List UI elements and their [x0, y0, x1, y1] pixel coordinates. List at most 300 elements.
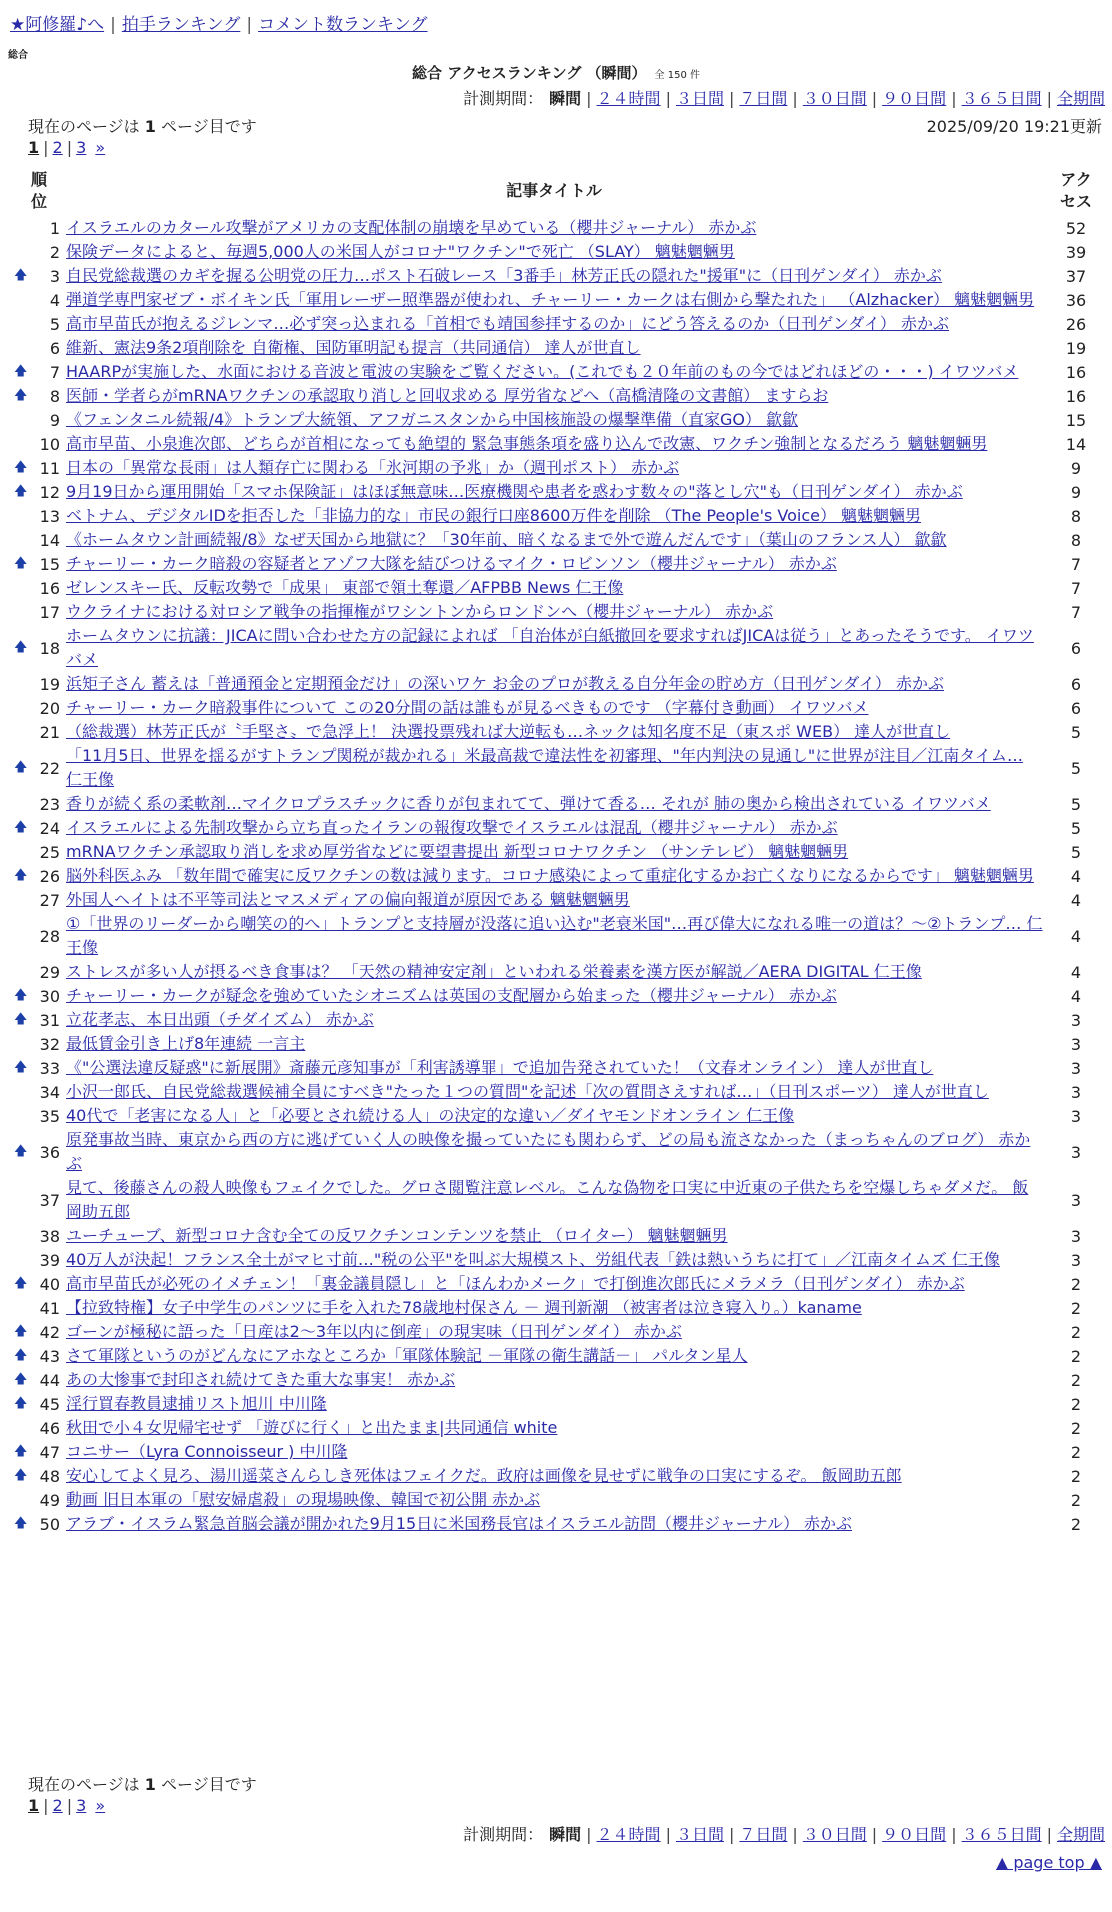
table-row	[14, 600, 1108, 624]
rank-cell: 30	[39, 986, 60, 1006]
article-link[interactable]: ゴーンが極秘に語った「日産は2～3年以内に倒産」の現実味（日刊ゲンダイ） 赤かぶ	[66, 1322, 682, 1341]
article-link[interactable]: ウクライナにおける対ロシア戦争の指揮権がワシントンからロンドンへ（櫻井ジャーナル） 赤かぶ	[66, 602, 774, 621]
rank-cell: 35	[39, 1106, 60, 1126]
up-arrow-icon: 🡅	[14, 1012, 28, 1027]
access-count-cell: 7	[1070, 554, 1082, 574]
title-cell	[64, 888, 1044, 912]
ranking-table	[14, 166, 1108, 1536]
table-row	[14, 792, 1108, 816]
rank-change-cell	[14, 1368, 36, 1392]
rank-cell: 11	[39, 458, 60, 478]
access-count-cell: 4	[1070, 926, 1082, 946]
title-cell	[64, 1416, 1044, 1440]
rank-change-cell	[14, 216, 36, 240]
rank-change-cell	[14, 1080, 36, 1104]
table-row	[14, 480, 1108, 504]
period-option-link[interactable]: ３６５日間	[961, 1825, 1042, 1844]
rank-change-cell	[14, 384, 36, 408]
article-link[interactable]: チャーリー・カークが疑念を強めていたシオニズムは英国の支配層から始まった（櫻井ジャーナル） 赤かぶ	[66, 986, 837, 1005]
table-row	[14, 504, 1108, 528]
table-row	[14, 840, 1108, 864]
article-link[interactable]: ①「世界のリーダーから嘲笑の的へ」トランプと支持層が没落に追い込む"老衰米国"…再び偉大になれる唯一の道は？～②トランプ… 仁王像	[66, 914, 1043, 957]
rank-cell: 43	[39, 1346, 60, 1366]
article-link[interactable]: 高市早苗、小泉進次郎、どちらが首相になっても絶望的 緊急事態条項を盛り込んで改憲、ワクチン強制となるだろう 魑魅魍魎男	[66, 434, 988, 453]
access-count-cell: 4	[1070, 962, 1082, 982]
access-count-cell: 2	[1070, 1466, 1082, 1486]
period-label: 計測期間：	[463, 89, 544, 108]
up-arrow-icon: 🡅	[14, 820, 28, 835]
article-link[interactable]: 脳外科医ふみ 「数年間で確実に反ワクチンの数は減ります。コロナ感染によって重症化するかお亡くなりになるからです」 魑魅魍魎男	[66, 866, 1034, 885]
article-link[interactable]: 弾道学専門家ゼブ・ボイキン氏「軍用レーザー照準器が使われ、チャーリー・カークは右側から撃たれた」 （Alzhacker） 魑魅魍魎男	[66, 290, 1035, 309]
rank-change-cell	[14, 408, 36, 432]
access-column-header	[1044, 166, 1108, 216]
period-separator: |	[728, 89, 735, 108]
pager-page-link[interactable]: 2	[52, 138, 63, 157]
rank-cell: 8	[49, 386, 60, 406]
article-link[interactable]: 見て、後藤さんの殺人映像もフェイクでした。グロさ閲覧注意レベル。こんな偽物を口実に中近東の子供たちを空爆しちゃダメだ。 飯岡助五郎	[66, 1178, 1029, 1221]
rank-change-cell	[14, 1104, 36, 1128]
article-link[interactable]: 原発事故当時、東京から西の方に逃げていく人の映像を撮っていたにも関わらず、どの局も流さなかった（まっちゃんのブログ） 赤かぶ	[66, 1130, 1031, 1173]
pager-page-link[interactable]: 2	[52, 1796, 63, 1815]
period-option-link[interactable]: ３日間	[675, 89, 724, 108]
article-link[interactable]: ホームタウンに抗議：JICAに問い合わせた方の記録によれば 「自治体が白紙撤回を要求すればJICAは従う」とあったそうです。 イワツバメ	[66, 626, 1034, 669]
article-link[interactable]: 高市早苗氏が必死のイメチェン！「裏金議員隠し」と「ほんわかメーク」で打倒進次郎氏にメラメラ（日刊ゲンダイ） 赤かぶ	[66, 1274, 965, 1293]
rank-cell: 14	[39, 530, 60, 550]
article-link[interactable]: 【拉致特権】女子中学生のパンツに手を入れた78歳地村保さん － 週刊新潮 （被害者は泣き寝入り。）kaname	[66, 1298, 862, 1317]
article-link[interactable]: チャーリー・カーク暗殺の容疑者とアゾフ大隊を結びつけるマイク・ロビンソン（櫻井ジャーナル） 赤かぶ	[66, 554, 837, 573]
pagination-top	[28, 138, 105, 157]
title-cell	[64, 1488, 1044, 1512]
up-arrow-icon: 🡅	[14, 640, 28, 655]
up-arrow-icon: 🡅	[14, 388, 28, 403]
rank-change-cell	[14, 1416, 36, 1440]
title-cell	[64, 696, 1044, 720]
period-option-link[interactable]: ３０日間	[802, 1825, 867, 1844]
table-row	[14, 1032, 1108, 1056]
rank-cell: 19	[39, 674, 60, 694]
title-cell	[64, 960, 1044, 984]
rank-change-cell	[14, 816, 36, 840]
title-cell	[64, 1296, 1044, 1320]
title-cell	[64, 792, 1044, 816]
article-link[interactable]: 小沢一郎氏、自民党総裁選候補全員にすべき"たった１つの質問"を記述「次の質問さえすれば…」（日刊スポーツ） 達人が世直し	[66, 1082, 989, 1101]
access-count-cell: 2	[1070, 1322, 1082, 1342]
table-row	[14, 1416, 1108, 1440]
article-link[interactable]: 秋田で小４女児帰宅せず 「遊びに行く」と出たまま|共同通信 white	[66, 1418, 558, 1437]
access-count-cell: 3	[1070, 1058, 1082, 1078]
section-tag: 総合	[8, 50, 28, 61]
rank-change-cell	[14, 696, 36, 720]
rank-cell: 7	[49, 362, 60, 382]
table-row	[14, 264, 1108, 288]
period-option-link[interactable]: ２４時間	[596, 89, 661, 108]
access-count-cell: 5	[1070, 818, 1082, 838]
period-separator: |	[792, 1825, 798, 1844]
period-option-link[interactable]: ３０日間	[802, 89, 867, 108]
rank-change-cell	[14, 1464, 36, 1488]
access-header-label: アクセス	[1059, 169, 1092, 211]
access-count-cell: 15	[1065, 410, 1087, 430]
title-cell	[64, 312, 1044, 336]
rank-change-cell	[14, 1392, 36, 1416]
rank-cell: 13	[39, 506, 60, 526]
rank-change-cell	[14, 288, 36, 312]
table-row	[14, 1392, 1108, 1416]
article-link[interactable]: 動画 旧日本軍の「慰安婦虐殺」の現場映像、韓国で初公開 赤かぶ	[66, 1490, 541, 1509]
pager-current-page: 1	[28, 1796, 40, 1815]
page-info-top	[28, 114, 257, 137]
page-info-prefix: 現在のページは	[28, 1775, 140, 1794]
article-link[interactable]: 《"公選法違反疑惑"に新展開》斎藤元彦知事が「利害誘導罪」で追加告発されていた！（文春オンライン） 達人が世直し	[66, 1058, 934, 1077]
page-info-prefix: 現在のページは	[28, 117, 140, 136]
rank-cell: 17	[39, 602, 60, 622]
rank-change-cell	[14, 336, 36, 360]
article-link[interactable]: イスラエルのカタール攻撃がアメリカの支配体制の崩壊を早めている（櫻井ジャーナル） 赤かぶ	[66, 218, 757, 237]
rank-cell: 18	[39, 638, 60, 658]
article-link[interactable]: あの大惨事で封印され続けてきた重大な事実！ 赤かぶ	[66, 1370, 456, 1389]
title-cell	[64, 1008, 1044, 1032]
period-option-link[interactable]: ３６５日間	[961, 89, 1042, 108]
article-link[interactable]: 《フェンタニル続報/4》トランプ大統領、アフガニスタンから中国核施設の爆撃準備（直家GO） 歙歙	[66, 410, 799, 429]
period-option-link[interactable]: ７日間	[739, 1825, 788, 1844]
rank-cell: 15	[39, 554, 60, 574]
page-info-suffix: ページ目です	[161, 117, 257, 136]
article-link[interactable]: 維新、憲法9条2項削除を 自衛権、国防軍明記も提言（共同通信） 達人が世直し	[66, 338, 641, 357]
table-row	[14, 312, 1108, 336]
title-cell	[64, 216, 1044, 240]
period-option-active: 瞬間	[549, 89, 582, 108]
period-option-link[interactable]: 全期間	[1056, 1825, 1105, 1844]
title-cell	[64, 528, 1044, 552]
access-count-cell: 2	[1070, 1394, 1082, 1414]
table-row	[14, 672, 1108, 696]
period-separator: |	[871, 1825, 878, 1844]
up-arrow-icon: 🡅	[14, 364, 28, 379]
rank-change-cell	[14, 480, 36, 504]
rank-change-cell	[14, 528, 36, 552]
title-cell	[64, 816, 1044, 840]
access-count-cell: 3	[1070, 1034, 1082, 1054]
access-count-cell: 8	[1070, 530, 1082, 550]
period-option-link[interactable]: ７日間	[739, 89, 788, 108]
access-count-cell: 3	[1070, 1082, 1082, 1102]
article-link[interactable]: 自民党総裁選のカギを握る公明党の圧力…ポスト石破レース「3番手」林芳正氏の隠れた"援軍"に（日刊ゲンダイ） 赤かぶ	[66, 266, 942, 285]
table-row	[14, 1080, 1108, 1104]
pager-page-link[interactable]: 3	[76, 138, 87, 157]
article-link[interactable]: 《ホームタウン計画続報/8》なぜ天国から地獄に？「30年前、暗くなるまで外で遊んだんです」（葉山のフランス人） 歙歙	[66, 530, 947, 549]
table-row	[14, 1104, 1108, 1128]
access-count-cell: 6	[1070, 698, 1082, 718]
access-count-cell: 16	[1065, 386, 1087, 406]
rank-change-cell	[14, 1320, 36, 1344]
up-arrow-icon: 🡅	[14, 1348, 28, 1363]
table-row	[14, 1464, 1108, 1488]
article-link[interactable]: mRNAワクチン承認取り消しを求め厚労省などに要望書提出 新型コロナワクチン （サンテレビ） 魑魅魍魎男	[66, 842, 849, 861]
table-row	[14, 456, 1108, 480]
pager-next-link[interactable]: »	[95, 1796, 106, 1815]
table-row	[14, 240, 1108, 264]
rank-change-cell	[14, 888, 36, 912]
rank-change-cell	[14, 1272, 36, 1296]
access-count-cell: 3	[1070, 1190, 1082, 1210]
rank-change-cell	[14, 1056, 36, 1080]
access-count-cell: 2	[1070, 1370, 1082, 1390]
table-row	[14, 576, 1108, 600]
table-row	[14, 1176, 1108, 1224]
rank-cell: 48	[39, 1466, 60, 1486]
period-separator: |	[586, 89, 592, 108]
home-link[interactable]: ★阿修羅♪へ	[10, 15, 105, 35]
rank-cell: 10	[39, 434, 60, 454]
table-row	[14, 288, 1108, 312]
title-cell	[64, 1032, 1044, 1056]
title-cell	[64, 360, 1044, 384]
table-row	[14, 696, 1108, 720]
page-title: 総合 アクセスランキング （瞬間）	[412, 64, 647, 82]
access-count-cell: 3	[1070, 1250, 1082, 1270]
access-count-cell: 4	[1070, 866, 1082, 886]
nav-separator: |	[246, 15, 253, 35]
access-count-cell: 8	[1070, 506, 1082, 526]
title-cell	[64, 624, 1044, 672]
rank-cell: 31	[39, 1010, 60, 1030]
rank-cell: 36	[39, 1142, 60, 1162]
rank-cell: 41	[39, 1298, 60, 1318]
table-row	[14, 984, 1108, 1008]
title-cell	[64, 912, 1044, 960]
article-link[interactable]: アラブ・イスラム緊急首脳会議が開かれた9月15日に米国務長官はイスラエル訪問（櫻井ジャーナル） 赤かぶ	[66, 1514, 853, 1533]
rank-cell: 28	[39, 926, 60, 946]
rank-change-cell	[14, 624, 36, 672]
rank-change-cell	[14, 504, 36, 528]
rank-cell: 24	[39, 818, 60, 838]
period-separator: |	[665, 1825, 671, 1844]
table-row	[14, 408, 1108, 432]
up-arrow-icon: 🡅	[14, 868, 28, 883]
article-link[interactable]: 浜矩子さん 蓄えは「普通預金と定期預金だけ」の深いワケ お金のプロが教える自分年金の貯め方（日刊ゲンダイ） 赤かぶ	[66, 674, 944, 693]
article-link[interactable]: 40代で「老害になる人」と「必要とされ続ける人」の決定的な違い／ダイヤモンドオンライン 仁王像	[66, 1106, 795, 1125]
rank-cell: 23	[39, 794, 60, 814]
rank-change-cell	[14, 552, 36, 576]
ranking-title	[0, 62, 1112, 83]
page-top	[996, 1853, 1102, 1872]
article-link[interactable]: イスラエルによる先制攻撃から立ち直ったイランの報復攻撃でイスラエルは混乱（櫻井ジャーナル） 赤かぶ	[66, 818, 838, 837]
article-link[interactable]: 立花孝志、本日出頭（チダイズム） 赤かぶ	[66, 1010, 374, 1029]
rank-change-cell	[14, 1176, 36, 1224]
table-row	[14, 216, 1108, 240]
title-cell	[64, 1056, 1044, 1080]
period-separator: |	[665, 89, 671, 108]
up-arrow-icon: 🡅	[14, 1324, 28, 1339]
comment-ranking-link[interactable]: コメント数ランキング	[258, 15, 428, 35]
table-row	[14, 1296, 1108, 1320]
title-cell	[64, 1320, 1044, 1344]
access-count-cell: 26	[1065, 314, 1087, 334]
rank-column-header	[14, 166, 64, 216]
period-option-link[interactable]: ９０日間	[882, 89, 947, 108]
top-nav	[10, 10, 428, 35]
access-count-cell: 4	[1070, 986, 1082, 1006]
access-count-cell: 2	[1070, 1274, 1082, 1294]
table-row	[14, 1248, 1108, 1272]
up-arrow-icon: 🡅	[14, 1372, 28, 1387]
period-option-active: 瞬間	[549, 1825, 582, 1844]
title-cell	[64, 1224, 1044, 1248]
article-link[interactable]: HAARPが実施した、水面における音波と電波の実験をご覧ください。(これでも２０年前のもの今ではどれほどの・・・) イワツバメ	[66, 362, 1019, 381]
article-link[interactable]: ユーチューブ、新型コロナ含む全ての反ワクチンコンテンツを禁止 （ロイター） 魑魅魍魎男	[66, 1226, 728, 1245]
period-option-link[interactable]: ３日間	[675, 1825, 724, 1844]
up-arrow-icon: 🡅	[14, 1060, 28, 1075]
rank-change-cell	[14, 1488, 36, 1512]
rank-cell: 29	[39, 962, 60, 982]
article-link[interactable]: ゼレンスキー氏、反転攻勢で「成果」 東部で領土奪還／AFPBB News 仁王像	[66, 578, 624, 597]
access-count-cell: 2	[1070, 1442, 1082, 1462]
rank-change-cell	[14, 456, 36, 480]
table-row	[14, 1512, 1108, 1536]
access-count-cell: 3	[1070, 1226, 1082, 1246]
article-link[interactable]: ストレスが多い人が摂るべき食事は？ 「天然の精神安定剤」といわれる栄養素を漢方医が解説／AERA DIGITAL 仁王像	[66, 962, 922, 981]
page-top-link[interactable]: ▲ page top ▲	[995, 1853, 1102, 1872]
table-row	[14, 1320, 1108, 1344]
article-link[interactable]: （総裁選）林芳正氏が〝手堅さ〟で急浮上！ 決選投票残れば大逆転も…ネックは知名度不足（東スポ WEB） 達人が世直し	[66, 722, 951, 741]
period-option-link[interactable]: 全期間	[1056, 89, 1105, 108]
access-count-cell: 7	[1070, 602, 1082, 622]
pager-separator: |	[43, 1796, 49, 1815]
rank-change-cell	[14, 600, 36, 624]
rank-cell: 37	[39, 1190, 60, 1210]
title-cell	[64, 1368, 1044, 1392]
clap-ranking-link[interactable]: 拍手ランキング	[121, 15, 241, 35]
period-separator: |	[951, 1825, 957, 1844]
table-row	[14, 1128, 1108, 1176]
article-link[interactable]: 40万人が決起！フランス全土がマヒ寸前…"税の公平"を叫ぶ大規模スト、労組代表「鉄は熱いうちに打て」／江南タイムズ 仁王像	[66, 1250, 1000, 1269]
rank-change-cell	[14, 912, 36, 960]
up-arrow-icon: 🡅	[14, 1468, 28, 1483]
access-count-cell: 5	[1070, 794, 1082, 814]
table-row	[14, 1440, 1108, 1464]
table-row	[14, 1344, 1108, 1368]
article-link[interactable]: 香りが続く系の柔軟剤…マイクロプラスチックに香りが包まれてて、弾けて香る… それが 肺の奥から検出されている イワツバメ	[66, 794, 991, 813]
rank-cell: 44	[39, 1370, 60, 1390]
title-cell	[64, 504, 1044, 528]
table-row	[14, 432, 1108, 456]
period-option-link[interactable]: ２４時間	[596, 1825, 661, 1844]
table-row	[14, 1272, 1108, 1296]
rank-change-cell	[14, 864, 36, 888]
rank-cell: 25	[39, 842, 60, 862]
article-link[interactable]: 9月19日から運用開始「スマホ保険証」はほぼ無意味…医療機関や患者を惑わす数々の"落とし穴"も（日刊ゲンダイ） 赤かぶ	[66, 482, 963, 501]
access-count-cell: 3	[1070, 1142, 1082, 1162]
access-count-cell: 3	[1070, 1010, 1082, 1030]
table-row	[14, 744, 1108, 792]
rank-change-cell	[14, 1224, 36, 1248]
title-cell	[64, 1464, 1044, 1488]
pager-next-link[interactable]: »	[95, 138, 106, 157]
table-row	[14, 336, 1108, 360]
rank-cell: 45	[39, 1394, 60, 1414]
up-arrow-icon: 🡅	[14, 556, 28, 571]
access-count-cell: 2	[1070, 1418, 1082, 1438]
article-link[interactable]: 安心してよく見ろ、湯川遥菜さんらしき死体はフェイクだ。政府は画像を見せずに戦争の口実にするぞ。 飯岡助五郎	[66, 1466, 902, 1485]
title-cell	[64, 672, 1044, 696]
pager-page-link[interactable]: 3	[76, 1796, 87, 1815]
title-cell	[64, 384, 1044, 408]
article-link[interactable]: 最低賃金引き上げ8年連続 一言主	[66, 1034, 306, 1053]
page-info-bottom	[28, 1772, 257, 1795]
period-separator: |	[586, 1825, 592, 1844]
rank-cell: 16	[39, 578, 60, 598]
article-link[interactable]: 保険データによると、毎週5,000人の米国人がコロナ"ワクチン"で死亡 （SLAY） 魑魅魍魎男	[66, 242, 735, 261]
period-option-link[interactable]: ９０日間	[882, 1825, 947, 1844]
rank-cell: 2	[49, 242, 60, 262]
rank-cell: 32	[39, 1034, 60, 1054]
article-link[interactable]: 高市早苗氏が抱えるジレンマ…必ず突っ込まれる「首相でも靖国参拝するのか」にどう答えるのか（日刊ゲンダイ） 赤かぶ	[66, 314, 950, 333]
access-count-cell: 14	[1065, 434, 1087, 454]
rank-cell: 50	[39, 1514, 60, 1534]
rank-change-cell	[14, 1440, 36, 1464]
access-count-cell: 39	[1065, 242, 1087, 262]
rank-cell: 22	[39, 758, 60, 778]
table-row	[14, 864, 1108, 888]
article-link[interactable]: 「11月5日、世界を揺るがすトランプ関税が裁かれる」米最高裁で違法性を初審理、"年内判決の見通し"に世界が注目／江南タイム… 仁王像	[66, 746, 1023, 789]
title-cell	[64, 1440, 1044, 1464]
title-cell	[64, 1128, 1044, 1176]
article-link[interactable]: 淫行買春教員逮捕リスト旭川 中川隆	[66, 1394, 327, 1413]
rank-change-cell	[14, 576, 36, 600]
up-arrow-icon: 🡅	[14, 1516, 28, 1531]
rank-cell: 33	[39, 1058, 60, 1078]
rank-change-cell	[14, 720, 36, 744]
rank-cell: 1	[49, 218, 60, 238]
rank-change-cell	[14, 960, 36, 984]
period-selector-bottom	[463, 1822, 1105, 1845]
rank-change-cell	[14, 264, 36, 288]
title-cell	[64, 336, 1044, 360]
updated-timestamp: 2025/09/20 19:21更新	[926, 117, 1102, 136]
rank-change-cell	[14, 840, 36, 864]
table-row	[14, 1224, 1108, 1248]
rank-cell: 6	[49, 338, 60, 358]
article-link[interactable]: チャーリー・カーク暗殺事件について この20分間の話は誰もが見るべきものです （字幕付き動画） イワツバメ	[66, 698, 869, 717]
access-count-cell: 4	[1070, 890, 1082, 910]
article-link[interactable]: さて軍隊というのがどんなにアホなところか「軍隊体験記 －軍隊の衛生講話－」 パルタン星人	[66, 1346, 748, 1365]
rank-change-cell	[14, 792, 36, 816]
table-row	[14, 1056, 1108, 1080]
rank-change-cell	[14, 984, 36, 1008]
access-count-cell: 5	[1070, 758, 1082, 778]
article-link[interactable]: 日本の「異常な長雨」は人類存亡に関わる「氷河期の予兆」か（週刊ポスト） 赤かぶ	[66, 458, 680, 477]
rank-cell: 4	[49, 290, 60, 310]
access-count-cell: 7	[1070, 578, 1082, 598]
title-cell	[64, 408, 1044, 432]
period-label: 計測期間：	[463, 1825, 544, 1844]
rank-cell: 3	[49, 266, 60, 286]
pager-separator: |	[43, 138, 49, 157]
article-link[interactable]: 外国人ヘイトは不平等司法とマスメディアの偏向報道が原因である 魑魅魍魎男	[66, 890, 630, 909]
up-arrow-icon: 🡅	[14, 760, 28, 775]
article-link[interactable]: コニサー（Lyra Connoisseur ) 中川隆	[66, 1442, 348, 1461]
article-link[interactable]: 医師・学者らがmRNAワクチンの承認取り消しと回収求める 厚労省などへ（高橋清隆の文書館） ますらお	[66, 386, 829, 405]
article-link[interactable]: ベトナム、デジタルIDを拒否した「非協力的な」市民の銀行口座8600万件を削除 （The People's Voice） 魑魅魍魎男	[66, 506, 922, 525]
current-page-number: 1	[144, 117, 156, 136]
access-count-cell: 2	[1070, 1490, 1082, 1510]
table-row	[14, 912, 1108, 960]
table-row	[14, 360, 1108, 384]
rank-change-cell	[14, 1008, 36, 1032]
title-cell	[64, 288, 1044, 312]
title-cell	[64, 432, 1044, 456]
title-cell	[64, 840, 1044, 864]
